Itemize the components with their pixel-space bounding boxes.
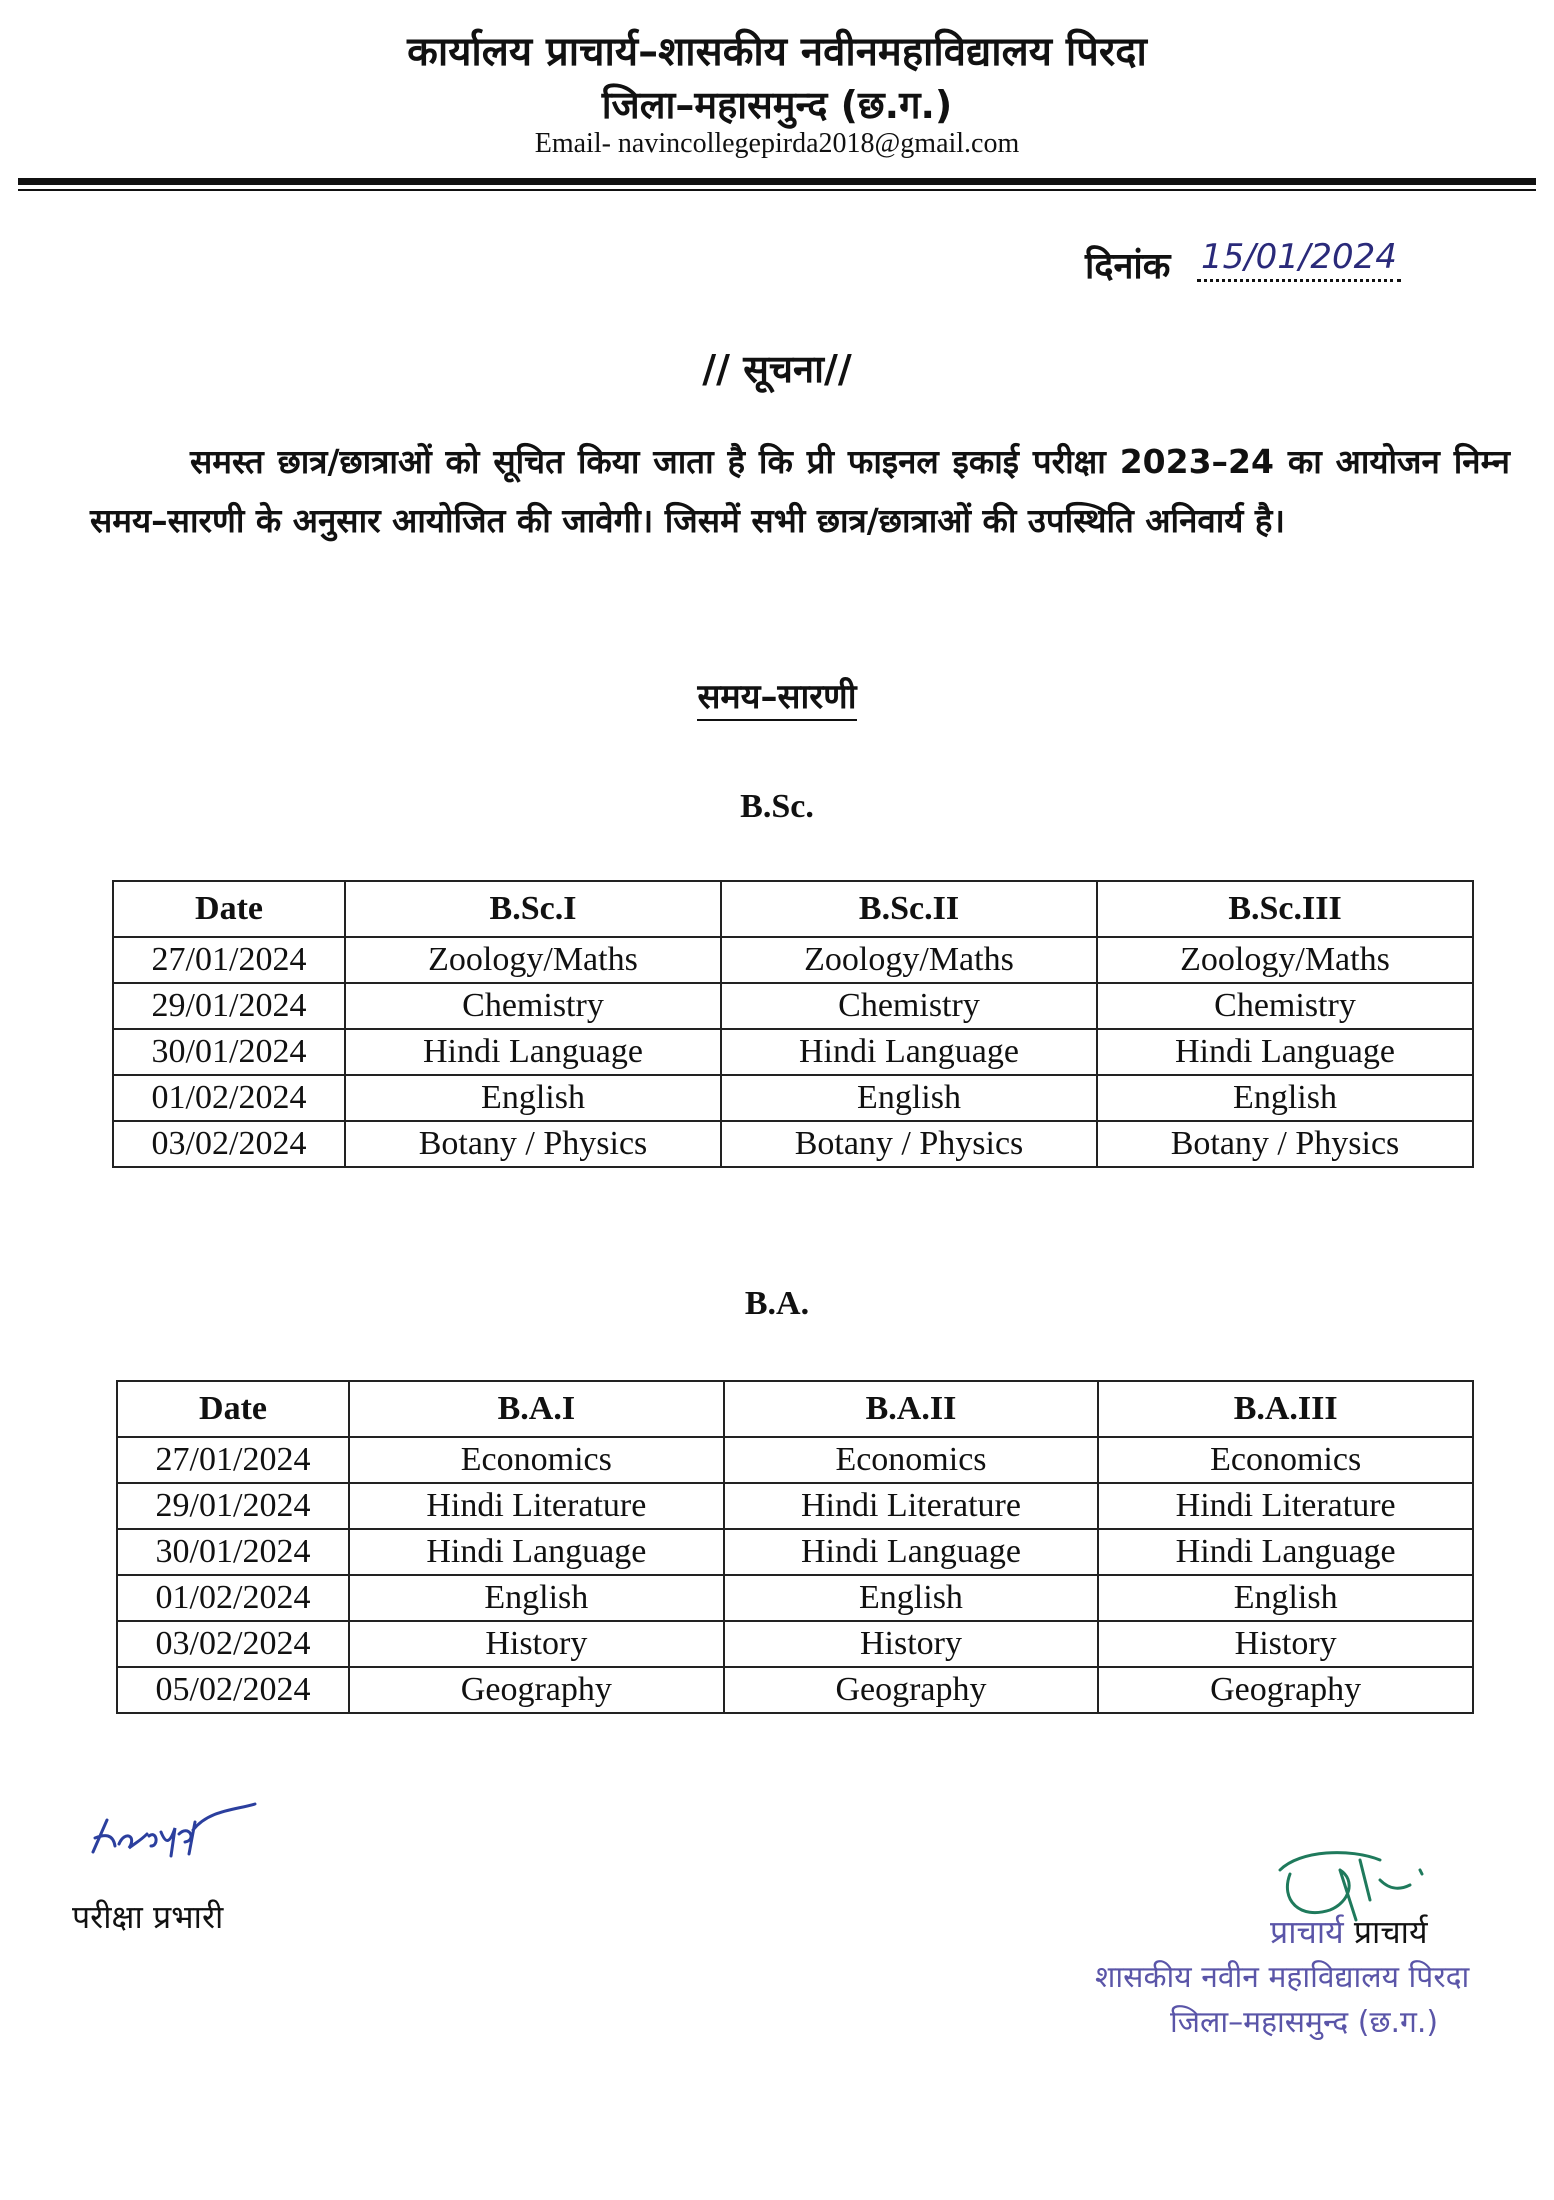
exam-incharge-signature bbox=[85, 1790, 265, 1870]
table-cell: 01/02/2024 bbox=[113, 1075, 345, 1121]
table-cell: Zoology/Maths bbox=[345, 937, 721, 983]
table-cell: Chemistry bbox=[721, 983, 1097, 1029]
table-cell: Hindi Language bbox=[1098, 1529, 1473, 1575]
table-cell: Economics bbox=[349, 1437, 724, 1483]
table-row bbox=[117, 1667, 1473, 1713]
table-header-cell: B.Sc.II bbox=[721, 881, 1097, 937]
exam-incharge-label: परीक्षा प्रभारी bbox=[72, 1898, 224, 1936]
table-header-row bbox=[117, 1381, 1473, 1437]
table-cell: Geography bbox=[724, 1667, 1099, 1713]
table-row bbox=[113, 1075, 1473, 1121]
table-row bbox=[117, 1621, 1473, 1667]
table-cell: English bbox=[1097, 1075, 1473, 1121]
table-header-cell: Date bbox=[113, 881, 345, 937]
table-cell: 01/02/2024 bbox=[117, 1575, 349, 1621]
table-cell: Geography bbox=[1098, 1667, 1473, 1713]
table-cell: Chemistry bbox=[1097, 983, 1473, 1029]
table-cell: 03/02/2024 bbox=[113, 1121, 345, 1167]
table-cell: 27/01/2024 bbox=[117, 1437, 349, 1483]
table-cell: History bbox=[1098, 1621, 1473, 1667]
principal-title bbox=[1270, 1910, 1428, 1953]
table-cell: Geography bbox=[349, 1667, 724, 1713]
office-title: कार्यालय प्राचार्य–शासकीय नवीनमहाविद्यालय पिरदा bbox=[407, 29, 1147, 75]
email-line: Email- navincollegepirda2018@gmail.com bbox=[534, 128, 1020, 159]
header-rule-thick bbox=[18, 178, 1536, 185]
date-label: दिनांक bbox=[1085, 246, 1171, 287]
table-cell: English bbox=[345, 1075, 721, 1121]
notice-body: समस्त छात्र/छात्राओं को सूचित किया जाता है कि प्री फाइनल इकाई परीक्षा 2023–24 का आयोजन निम्न समय–सारणी के अनुसार आयोजित की जावेगी। जिसमें सभी छात्र/छात्राओं की उपस्थिति अनिवार्य है। bbox=[90, 442, 1510, 540]
table-cell: Botany / Physics bbox=[1097, 1121, 1473, 1167]
stamp-college-name: शासकीय नवीन महाविद्यालय पिरदा bbox=[1095, 1960, 1470, 1995]
table-cell: History bbox=[724, 1621, 1099, 1667]
table-cell: 30/01/2024 bbox=[117, 1529, 349, 1575]
header-rule-thin bbox=[18, 189, 1536, 191]
table-cell: Hindi Literature bbox=[1098, 1483, 1473, 1529]
table-row bbox=[117, 1437, 1473, 1483]
table-row bbox=[113, 983, 1473, 1029]
table-cell: Botany / Physics bbox=[721, 1121, 1097, 1167]
bsc-section-title: B.Sc. bbox=[740, 788, 814, 825]
table-cell: English bbox=[349, 1575, 724, 1621]
table-cell: English bbox=[724, 1575, 1099, 1621]
bsc-timetable bbox=[112, 880, 1474, 1168]
district-title: जिला–महासमुन्द (छ.ग.) bbox=[601, 83, 953, 127]
table-header-cell: B.A.III bbox=[1098, 1381, 1473, 1437]
notice-heading: // सूचना// bbox=[702, 347, 852, 391]
table-header-cell: B.Sc.III bbox=[1097, 881, 1473, 937]
principal-stamp-title: प्राचार्य bbox=[1270, 1913, 1344, 1951]
table-cell: 29/01/2024 bbox=[113, 983, 345, 1029]
table-header-cell: B.A.II bbox=[724, 1381, 1099, 1437]
table-row bbox=[113, 1029, 1473, 1075]
timetable-heading-text: समय–सारणी bbox=[697, 677, 856, 721]
table-cell: 05/02/2024 bbox=[117, 1667, 349, 1713]
table-cell: Economics bbox=[724, 1437, 1099, 1483]
table-cell: Hindi Language bbox=[345, 1029, 721, 1075]
table-cell: Hindi Language bbox=[724, 1529, 1099, 1575]
table-cell: Hindi Language bbox=[1097, 1029, 1473, 1075]
date-row bbox=[1085, 237, 1401, 292]
table-row bbox=[117, 1575, 1473, 1621]
table-cell: 29/01/2024 bbox=[117, 1483, 349, 1529]
table-header-row bbox=[113, 881, 1473, 937]
table-header-cell: B.Sc.I bbox=[345, 881, 721, 937]
table-cell: Botany / Physics bbox=[345, 1121, 721, 1167]
table-row bbox=[117, 1483, 1473, 1529]
table-cell: Hindi Literature bbox=[349, 1483, 724, 1529]
table-cell: Chemistry bbox=[345, 983, 721, 1029]
table-cell: Hindi Literature bbox=[724, 1483, 1099, 1529]
timetable-heading bbox=[0, 672, 1554, 718]
table-header-cell: Date bbox=[117, 1381, 349, 1437]
date-value: 15/01/2024 bbox=[1197, 237, 1401, 282]
table-cell: Zoology/Maths bbox=[1097, 937, 1473, 983]
table-header-cell: B.A.I bbox=[349, 1381, 724, 1437]
ba-section-title: B.A. bbox=[744, 1285, 810, 1322]
table-cell: 27/01/2024 bbox=[113, 937, 345, 983]
stamp-district: जिला–महासमुन्द (छ.ग.) bbox=[1170, 2005, 1439, 2040]
table-cell: Hindi Language bbox=[721, 1029, 1097, 1075]
table-row bbox=[113, 1121, 1473, 1167]
table-row bbox=[113, 937, 1473, 983]
table-cell: Zoology/Maths bbox=[721, 937, 1097, 983]
table-cell: Hindi Language bbox=[349, 1529, 724, 1575]
principal-title-text: प्राचार्य bbox=[1353, 1913, 1428, 1951]
table-cell: History bbox=[349, 1621, 724, 1667]
table-cell: Economics bbox=[1098, 1437, 1473, 1483]
table-cell: 30/01/2024 bbox=[113, 1029, 345, 1075]
ba-timetable bbox=[116, 1380, 1474, 1714]
table-cell: 03/02/2024 bbox=[117, 1621, 349, 1667]
table-cell: English bbox=[721, 1075, 1097, 1121]
table-row bbox=[117, 1529, 1473, 1575]
table-cell: English bbox=[1098, 1575, 1473, 1621]
